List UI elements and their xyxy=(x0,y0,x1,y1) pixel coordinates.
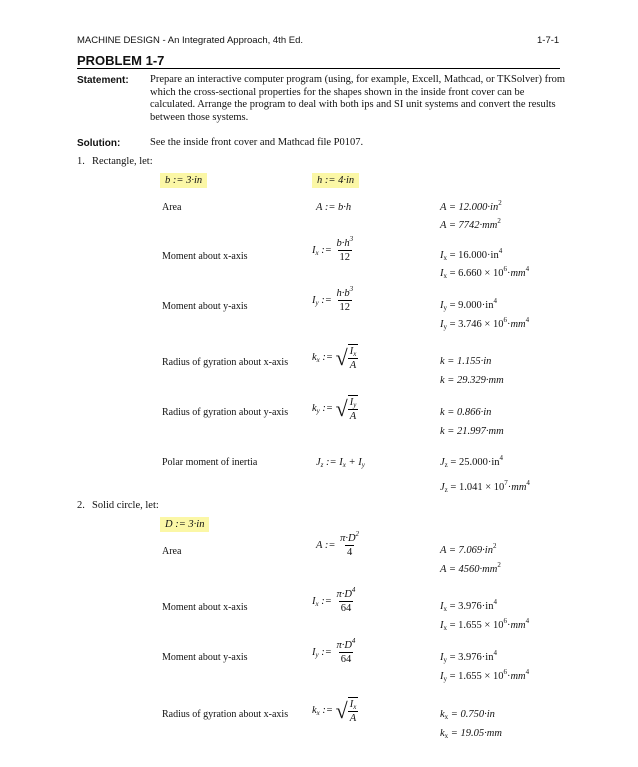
rect-iy-formula: $I_y$ := $\frac{h\cdot b^3}{12}$ xyxy=(312,285,354,313)
rect-ky-mm: k = 21.997·mm xyxy=(440,426,504,437)
circle-iy-in: $I_y = 3.976\cdot in^4$ xyxy=(440,649,497,664)
rect-kx-in: k = 1.155·in xyxy=(440,356,492,367)
statement-text xyxy=(150,74,565,124)
circle-iy-mm: $I_y = 1.655 \times 10^6\cdot mm^4$ xyxy=(440,668,530,683)
rect-kx-mm: k = 29.329·mm xyxy=(440,375,504,386)
rect-ky-formula: $k_y$ := √ $\frac{I_y}{A}$ xyxy=(312,395,357,422)
rect-kx-formula: $k_x$ := √ $\frac{I_x}{A}$ xyxy=(312,344,357,371)
section-1-title: Rectangle, let: xyxy=(92,156,153,167)
statement-line-2: which the cross-sectional properties for the shapes shown in the inside front cover can be xyxy=(150,86,525,98)
rect-ix-mm: $I_x = 6.660 \times 10^6\cdot mm^4$ xyxy=(440,265,530,280)
circle-area-mm: $A = 4560\cdot mm^2$ xyxy=(440,561,501,575)
rect-iy-mm: $I_y = 3.746 \times 10^6\cdot mm^4$ xyxy=(440,316,530,331)
statement-line-1: Prepare an interactive computer program (using, for example, Excell, Mathcad, or TKSolver) from xyxy=(150,74,565,85)
problem-title: PROBLEM 1-7 xyxy=(77,53,165,68)
solution-label: Solution: xyxy=(77,138,121,149)
rect-jz-formula: $J_z$ := $I_x + I_y$ xyxy=(316,457,365,469)
rect-area-label: Area xyxy=(162,202,182,213)
circle-area-in: $A = 7.069\cdot in^2$ xyxy=(440,542,497,556)
circle-area-label: Area xyxy=(162,546,182,557)
rect-ky-in: k = 0.866·in xyxy=(440,407,492,418)
statement-line-4: between those systems. xyxy=(150,111,249,123)
statement-line-3: calculated. Arrange the program to deal with both ips and SI unit systems and convert the results xyxy=(150,99,556,110)
given-h: h := 4·in xyxy=(312,175,359,186)
rect-iy-in: $I_y = 9.000\cdot in^4$ xyxy=(440,297,497,312)
book-title: MACHINE DESIGN - An Integrated Approach, 4th Ed. xyxy=(77,35,303,46)
rect-jz-label: Polar moment of inertia xyxy=(162,457,258,468)
rect-jz-mm: $J_z = 1.041 \times 10^7\cdot mm^4$ xyxy=(440,479,530,494)
rect-iy-label: Moment about y-axis xyxy=(162,301,248,312)
circle-area-formula: A := $\frac{\pi\cdot D^2}{4}$ xyxy=(316,530,360,558)
title-rule xyxy=(77,68,560,69)
circle-kx-mm: $k_x = 19.05\cdot mm$ xyxy=(440,728,502,740)
rect-ix-formula: $I_x$ := $\frac{b\cdot h^3}{12}$ xyxy=(312,235,354,263)
rect-ix-label: Moment about x-axis xyxy=(162,251,248,262)
section-2-title: Solid circle, let: xyxy=(92,500,159,511)
section-1-number: 1. xyxy=(77,156,85,167)
circle-kx-label: Radius of gyration about x-axis xyxy=(162,709,289,720)
solution-text: See the inside front cover and Mathcad file P0107. xyxy=(150,137,364,148)
section-2-number: 2. xyxy=(77,500,85,511)
rect-area-formula: A := b·h xyxy=(316,202,352,213)
circle-iy-formula: $I_y$ := $\frac{\pi\cdot D^4}{64}$ xyxy=(312,637,356,665)
circle-ix-formula: $I_x$ := $\frac{\pi\cdot D^4}{64}$ xyxy=(312,586,356,614)
circle-ix-mm: $I_x = 1.655 \times 10^6\cdot mm^4$ xyxy=(440,617,530,632)
circle-iy-label: Moment about y-axis xyxy=(162,652,248,663)
rect-ix-in: $I_x = 16.000\cdot in^4$ xyxy=(440,247,503,262)
rect-area-mm: $A = 7742\cdot mm^2$ xyxy=(440,217,501,231)
circle-kx-in: $k_x = 0.750\cdot in$ xyxy=(440,709,495,721)
rect-kx-label: Radius of gyration about x-axis xyxy=(162,357,289,368)
statement-label: Statement: xyxy=(77,75,129,86)
circle-kx-formula: $k_x$ := √ $\frac{I_x}{A}$ xyxy=(312,697,357,724)
rect-jz-in: $J_z = 25.000\cdot in^4$ xyxy=(440,454,503,469)
page-reference: 1-7-1 xyxy=(537,35,560,46)
given-d: D := 3·in xyxy=(160,519,209,530)
given-b: b := 3·in xyxy=(160,175,207,186)
rect-ky-label: Radius of gyration about y-axis xyxy=(162,407,289,418)
rect-area-in: $A = 12.000\cdot in^2$ xyxy=(440,199,502,213)
circle-ix-label: Moment about x-axis xyxy=(162,602,248,613)
circle-ix-in: $I_x = 3.976\cdot in^4$ xyxy=(440,598,497,613)
